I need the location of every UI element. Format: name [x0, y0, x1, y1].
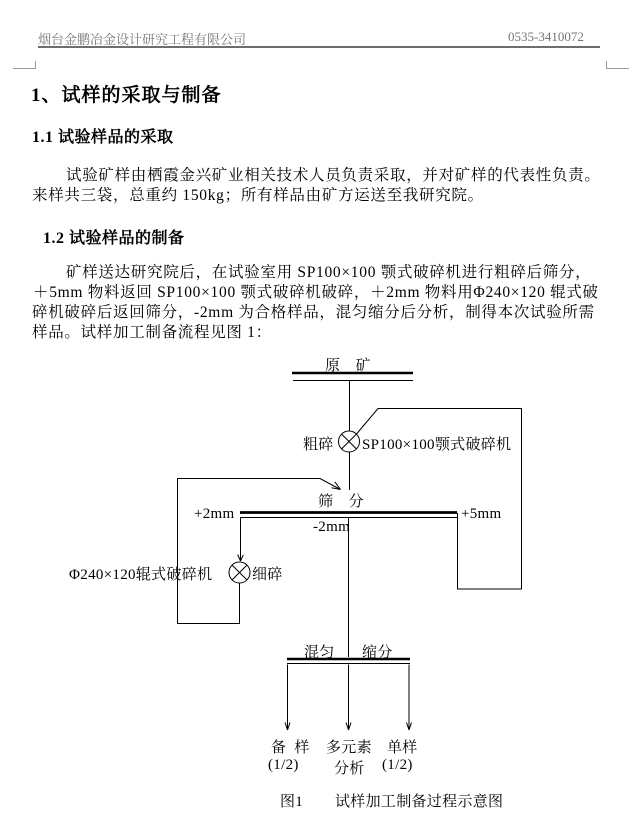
header-company-name: 烟台金鹏冶金设计研究工程有限公司 — [38, 32, 247, 47]
jaw-crusher-label: SP100×100颚式破碎机 — [362, 437, 512, 453]
figure-caption-number: 图1 — [280, 794, 304, 810]
output-single-fraction: (1/2) — [382, 757, 413, 773]
mixing-label: 混匀 — [304, 645, 335, 661]
paragraph-line: 碎机破碎后返回筛分，-2mm 为合格样品，混匀缩分后分析，制得本次试验所需 — [32, 304, 595, 321]
roll-crusher-label: Φ240×120辊式破碎机 — [69, 567, 213, 583]
header-phone-number: 0535-3410072 — [508, 29, 584, 44]
paragraph-line: ＋5mm 物料返回 SP100×100 颚式破碎机破碎，＋2mm 物料用Φ240×120 辊式破 — [33, 284, 599, 301]
paragraph-line: 来样共三袋，总重约 150kg；所有样品由矿方运送至我研究院。 — [32, 187, 484, 204]
paragraph-line: 矿样送达研究院后，在试验室用 SP100×100 颚式破碎机进行粗碎后筛分， — [66, 264, 592, 281]
coarse-crush-label: 粗碎 — [303, 437, 334, 453]
plus-2mm-label: +2mm — [194, 506, 235, 522]
plus-5mm-label: +5mm — [461, 506, 502, 522]
subsection-1-2-title: 1.2 试验样品的制备 — [43, 230, 185, 247]
raw-ore-label: 原 矿 — [325, 358, 371, 374]
output-single-label: 单样 — [387, 740, 418, 756]
splitting-label: 缩分 — [362, 645, 393, 661]
subsection-1-1-title: 1.1 试验样品的采取 — [32, 129, 174, 146]
coarse-crusher-cross — [342, 434, 357, 449]
screening-label: 筛 分 — [318, 494, 364, 510]
output-analysis-label2: 分析 — [334, 761, 365, 777]
minus-2mm-label: -2mm — [313, 519, 351, 535]
paragraph-line: 样品。试样加工制备流程见图 1： — [32, 324, 272, 341]
section-title: 1、试样的采取与制备 — [31, 85, 222, 106]
output-reserve-fraction: (1/2) — [268, 757, 299, 773]
fine-return-loop — [178, 479, 341, 624]
fine-crusher-cross — [232, 565, 247, 580]
fine-crush-label: 细碎 — [252, 567, 283, 583]
output-reserve-label: 备 样 — [271, 740, 310, 756]
paragraph-line: 试验矿样由栖霞金兴矿业相关技术人员负责采取，并对矿样的代表性负责。 — [66, 167, 601, 184]
figure-caption-title: 试样加工制备过程示意图 — [335, 794, 504, 810]
output-analysis-label: 多元素 — [326, 740, 372, 756]
